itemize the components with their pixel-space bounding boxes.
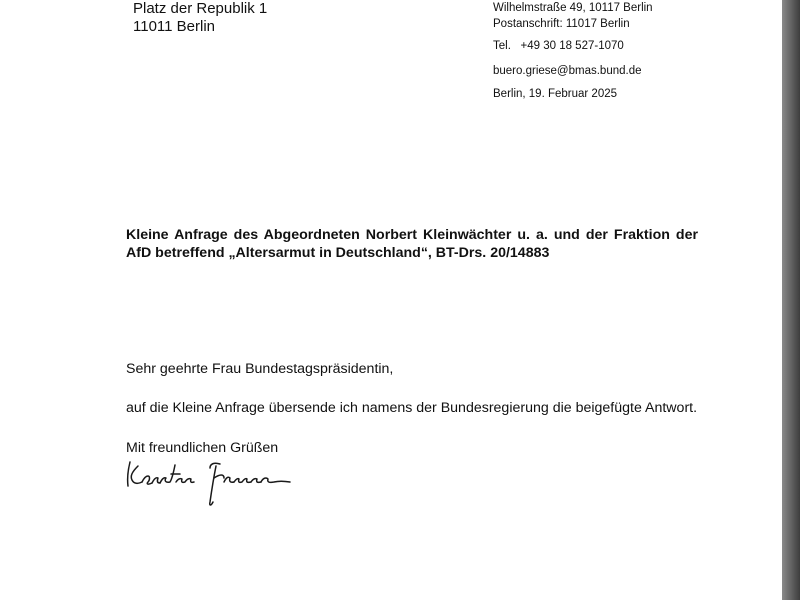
recipient-line-1: Platz der Republik 1 [133, 0, 268, 17]
subject-line: Kleine Anfrage des Abgeordneten Norbert Kleinwächter u. a. und der Fraktion der AfD betreffend „Altersarmut in Deutschland“, BT-Drs. 20/14883 [126, 227, 698, 261]
recipient-address [133, 0, 267, 36]
body-text: auf die Kleine Anfrage übersende ich namens der Bundesregierung die beigefügte Antwort. [126, 400, 698, 416]
sender-postal: Postanschrift: 11017 Berlin [493, 18, 630, 30]
viewer-background [782, 0, 800, 600]
phone-label: Tel. [493, 40, 511, 52]
sender-street: Wilhelmstraße 49, 10117 Berlin [493, 2, 653, 14]
recipient-line-2: 11011 Berlin [133, 18, 216, 35]
letter-date: Berlin, 19. Februar 2025 [493, 88, 618, 100]
salutation: Sehr geehrte Frau Bundestagspräsidentin, [126, 361, 394, 377]
phone-number: +49 30 18 527-1070 [520, 40, 624, 52]
handwritten-signature [124, 452, 304, 508]
sender-phone [493, 40, 624, 52]
sender-email: buero.griese@bmas.bund.de [493, 65, 642, 77]
closing: Mit freundlichen Grüßen [126, 440, 279, 456]
